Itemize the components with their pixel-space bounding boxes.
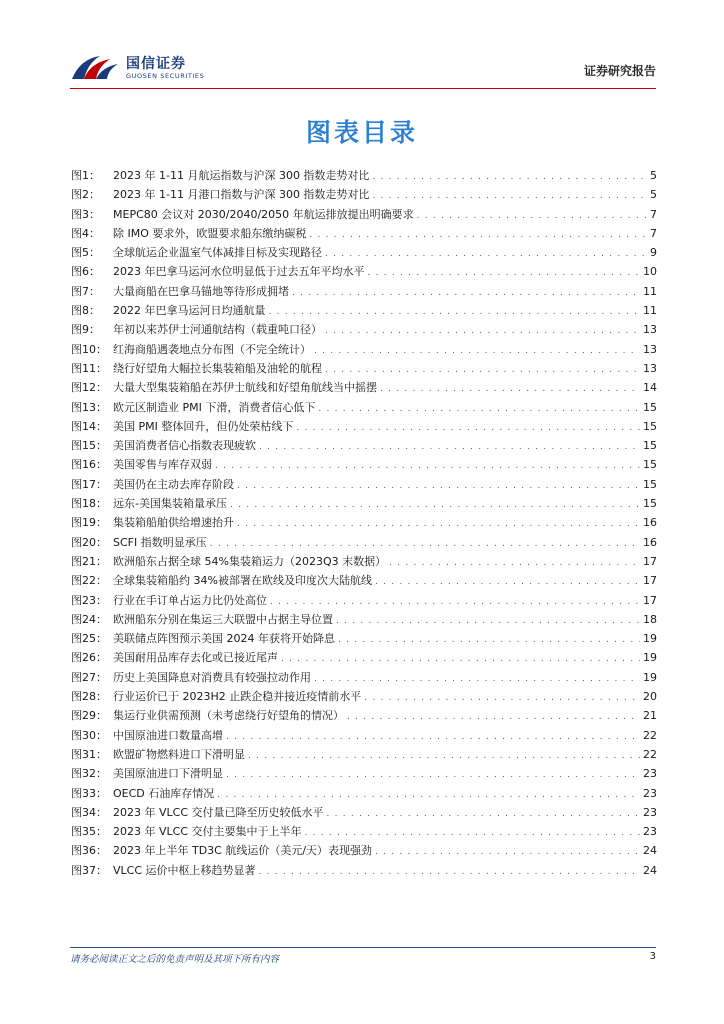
- toc-entry[interactable]: [71, 591, 657, 610]
- toc-entry-title: 2023 年 VLCC 交付主要集中于上半年: [113, 825, 302, 839]
- toc-entry-label: 图5：: [71, 246, 100, 260]
- toc-entry-title: 年初以来苏伊士河通航结构（载重吨口径）: [113, 323, 322, 337]
- toc-dot-leader: [375, 843, 640, 862]
- toc-entry-title: 大量商船在巴拿马锚地等待形成拥堵: [113, 284, 289, 298]
- toc-entry[interactable]: [71, 243, 657, 262]
- toc-entry-label: 图26：: [71, 651, 107, 665]
- toc-entry-label: 图23：: [71, 593, 107, 607]
- toc-entry-title: 集运行业供需预测（未考虑绕行好望角的情况）: [113, 709, 344, 723]
- toc-dot-leader: [327, 805, 641, 824]
- toc-entry[interactable]: [71, 571, 657, 590]
- toc-entry[interactable]: [71, 282, 657, 301]
- toc-entry-page: 19: [643, 670, 657, 684]
- toc-entry-label: 图32：: [71, 767, 107, 781]
- toc-entry-label: 图18：: [71, 497, 107, 511]
- toc-dot-leader: [325, 322, 640, 341]
- toc-entry-title: MEPC80 会议对 2030/2040/2050 年航运排放提出明确要求: [113, 207, 414, 221]
- toc-entry-title: 欧洲船东占据全球 54%集装箱运力（2023Q3 末数据）: [113, 554, 387, 568]
- toc-entry-page: 16: [643, 516, 657, 530]
- toc-entry-title: 中国原油进口数量高增: [113, 728, 223, 742]
- toc-entry-title: VLCC 运价中枢上移趋势显著: [113, 863, 256, 877]
- toc-entry-title: SCFI 指数明显承压: [113, 535, 207, 549]
- toc-entry-page: 15: [643, 439, 657, 453]
- toc-entry-title: 绕行好望角大幅拉长集装箱船及油轮的航程: [113, 361, 322, 375]
- toc-entry-label: 图22：: [71, 574, 107, 588]
- toc-dot-leader: [269, 303, 641, 322]
- toc-entry-title: 行业运价已于 2023H2 止跌企稳并接近疫情前水平: [113, 690, 362, 704]
- toc-entry[interactable]: [71, 262, 657, 281]
- toc-dot-leader: [372, 168, 647, 187]
- toc-dot-leader: [364, 689, 640, 708]
- toc-entry-title: 红海商船遇袭地点分布图（不完全统计）: [113, 342, 311, 356]
- toc-entry-page: 21: [643, 709, 657, 723]
- toc-dot-leader: [336, 612, 640, 631]
- toc-entry[interactable]: [71, 494, 657, 513]
- toc-entry-page: 22: [643, 747, 657, 761]
- toc-entry[interactable]: [71, 764, 657, 783]
- page-number: 3: [649, 951, 656, 962]
- toc-entry-page: 5: [650, 188, 657, 202]
- toc-entry[interactable]: [71, 436, 657, 455]
- toc-entry-title: 美国零售与库存双弱: [113, 458, 212, 472]
- toc-entry[interactable]: [71, 648, 657, 667]
- toc-dot-leader: [259, 438, 640, 457]
- toc-entry[interactable]: [71, 552, 657, 571]
- toc-dot-leader: [368, 264, 641, 283]
- toc-entry-title: 美国 PMI 整体回升，但仍处荣枯线下: [113, 419, 294, 433]
- toc-entry[interactable]: [71, 861, 657, 880]
- toc-entry-title: OECD 石油库存情况: [113, 786, 215, 800]
- toc-entry-label: 图25：: [71, 632, 107, 646]
- toc-entry-label: 图12：: [71, 381, 107, 395]
- toc-entry[interactable]: [71, 706, 657, 725]
- toc-entry-page: 13: [643, 361, 657, 375]
- header-divider: [70, 88, 656, 89]
- toc-entry-page: 13: [643, 323, 657, 337]
- toc-entry[interactable]: [71, 205, 657, 224]
- toc-entry-page: 7: [650, 226, 657, 240]
- logo-chinese-name: 国信证券: [126, 55, 186, 72]
- toc-dot-leader: [281, 650, 640, 669]
- toc-entry[interactable]: [71, 166, 657, 185]
- guosen-logo: [70, 50, 204, 86]
- toc-dot-leader: [292, 284, 640, 303]
- toc-entry-label: 图37：: [71, 863, 107, 877]
- toc-entry-title: 美联储点阵图预示美国 2024 年获将开始降息: [113, 632, 335, 646]
- toc-entry-page: 24: [643, 844, 657, 858]
- toc-dot-leader: [259, 863, 640, 882]
- toc-entry-page: 18: [643, 612, 657, 626]
- toc-entry[interactable]: [71, 301, 657, 320]
- toc-entry-title: 大量大型集装箱船在苏伊士航线和好望角航线当中摇摆: [113, 381, 377, 395]
- toc-entry-label: 图34：: [71, 805, 107, 819]
- toc-entry[interactable]: [71, 320, 657, 339]
- toc-dot-leader: [226, 766, 640, 785]
- toc-dot-leader: [237, 515, 640, 534]
- toc-entry-label: 图27：: [71, 670, 107, 684]
- page-header: [70, 50, 656, 90]
- toc-dot-leader: [375, 573, 640, 592]
- toc-entry-label: 图20：: [71, 535, 107, 549]
- toc-entry-label: 图19：: [71, 516, 107, 530]
- toc-entry[interactable]: [71, 340, 657, 359]
- toc-entry[interactable]: [71, 455, 657, 474]
- toc-dot-leader: [309, 226, 647, 245]
- toc-dot-leader: [347, 708, 640, 727]
- toc-entry-page: 19: [643, 632, 657, 646]
- toc-entry-page: 17: [643, 554, 657, 568]
- toc-entry-title: 远东-美国集装箱量承压: [113, 497, 227, 511]
- toc-entry-label: 图8：: [71, 304, 100, 318]
- toc-entry-page: 10: [643, 265, 657, 279]
- toc-entry-label: 图24：: [71, 612, 107, 626]
- toc-entry-label: 图31：: [71, 747, 107, 761]
- toc-entry-label: 图15：: [71, 439, 107, 453]
- table-of-figures: [71, 166, 657, 880]
- toc-entry-title: 2023 年上半年 TD3C 航线运价（美元/天）表现强劲: [113, 844, 373, 858]
- toc-dot-leader: [215, 457, 640, 476]
- toc-dot-leader: [248, 747, 640, 766]
- toc-entry-page: 14: [643, 381, 657, 395]
- toc-entry[interactable]: [71, 224, 657, 243]
- toc-entry-title: 美国仍在主动去库存阶段: [113, 477, 234, 491]
- toc-entry-label: 图30：: [71, 728, 107, 742]
- toc-entry[interactable]: [71, 803, 657, 822]
- toc-entry-label: 图28：: [71, 690, 107, 704]
- toc-entry-label: 图6：: [71, 265, 100, 279]
- toc-entry-title: 全球集装箱船约 34%被部署在欧线及印度次大陆航线: [113, 574, 372, 588]
- toc-entry-title: 2023 年 VLCC 交付量已降至历史较低水平: [113, 805, 324, 819]
- toc-entry-page: 17: [643, 593, 657, 607]
- toc-entry-label: 图36：: [71, 844, 107, 858]
- toc-dot-leader: [417, 207, 647, 226]
- toc-entry-title: 欧元区制造业 PMI 下滑，消费者信心低下: [113, 400, 316, 414]
- toc-entry-label: 图3：: [71, 207, 100, 221]
- toc-entry-page: 15: [643, 458, 657, 472]
- toc-entry-label: 图33：: [71, 786, 107, 800]
- toc-entry-page: 23: [643, 825, 657, 839]
- toc-entry[interactable]: [71, 841, 657, 860]
- toc-entry-page: 16: [643, 535, 657, 549]
- toc-entry[interactable]: [71, 185, 657, 204]
- toc-entry-title: 行业在手订单占运力比仍处高位: [113, 593, 267, 607]
- toc-entry-page: 11: [643, 284, 657, 298]
- toc-entry-label: 图11：: [71, 361, 107, 375]
- toc-entry-page: 9: [650, 246, 657, 260]
- toc-entry[interactable]: [71, 359, 657, 378]
- toc-entry[interactable]: [71, 378, 657, 397]
- toc-entry-page: 15: [643, 400, 657, 414]
- toc-dot-leader: [338, 631, 640, 650]
- toc-entry-page: 23: [643, 786, 657, 800]
- toc-entry-label: 图1：: [71, 169, 100, 182]
- toc-entry[interactable]: [71, 822, 657, 841]
- toc-dot-leader: [296, 419, 640, 438]
- toc-entry[interactable]: [71, 687, 657, 706]
- toc-entry[interactable]: [71, 533, 657, 552]
- toc-entry-label: 图35：: [71, 825, 107, 839]
- toc-entry-title: 全球航运企业温室气体减排目标及实现路径: [113, 246, 322, 260]
- toc-entry-title: 除 IMO 要求外，欧盟要求船东缴纳碳税: [113, 226, 307, 240]
- toc-entry-page: 15: [643, 419, 657, 433]
- toc-entry[interactable]: [71, 475, 657, 494]
- toc-dot-leader: [230, 496, 640, 515]
- toc-entry[interactable]: [71, 513, 657, 532]
- toc-entry-page: 15: [643, 477, 657, 491]
- toc-dot-leader: [314, 670, 640, 689]
- toc-entry-label: 图21：: [71, 554, 107, 568]
- toc-entry-label: 图13：: [71, 400, 107, 414]
- toc-entry-label: 图16：: [71, 458, 107, 472]
- toc-entry-label: 图17：: [71, 477, 107, 491]
- toc-entry-title: 2022 年巴拿马运河日均通航量: [113, 304, 266, 318]
- toc-entry-page: 13: [643, 342, 657, 356]
- toc-dot-leader: [318, 400, 640, 419]
- toc-dot-leader: [237, 477, 640, 496]
- toc-entry-label: 图14：: [71, 419, 107, 433]
- toc-entry[interactable]: [71, 784, 657, 803]
- toc-entry-title: 美国原油进口下滑明显: [113, 767, 223, 781]
- toc-entry-label: 图2：: [71, 188, 100, 202]
- toc-entry-title: 欧洲船东分别在集运三大联盟中占据主导位置: [113, 612, 333, 626]
- toc-entry-page: 22: [643, 728, 657, 742]
- toc-entry[interactable]: [71, 745, 657, 764]
- report-type-label: 证券研究报告: [583, 64, 656, 78]
- toc-dot-leader: [325, 245, 647, 264]
- toc-entry-label: 图4：: [71, 226, 100, 240]
- footer-disclaimer: 请务必阅读正文之后的免责声明及其项下所有内容: [70, 954, 280, 965]
- toc-entry[interactable]: [71, 668, 657, 687]
- toc-entry-page: 19: [643, 651, 657, 665]
- toc-entry-label: 图7：: [71, 284, 100, 298]
- toc-entry[interactable]: [71, 398, 657, 417]
- toc-dot-leader: [389, 554, 640, 573]
- toc-entry[interactable]: [71, 610, 657, 629]
- toc-entry-page: 7: [650, 207, 657, 221]
- toc-entry-label: 图9：: [71, 323, 100, 337]
- toc-entry-title: 2023 年巴拿马运河水位明显低于过去五年平均水平: [113, 265, 365, 279]
- logo-english-name: GUOSEN SECURITIES: [126, 71, 205, 80]
- page-title: 图表目录: [305, 118, 418, 147]
- toc-entry-page: 20: [643, 690, 657, 704]
- toc-entry-page: 15: [643, 497, 657, 511]
- toc-entry-title: 美国消费者信心指数表现疲软: [113, 439, 256, 453]
- toc-entry-page: 5: [650, 169, 657, 182]
- toc-dot-leader: [380, 380, 640, 399]
- toc-entry-page: 17: [643, 574, 657, 588]
- toc-entry[interactable]: [71, 417, 657, 436]
- footer-divider: [70, 947, 656, 948]
- guosen-logo-icon: [70, 53, 120, 83]
- toc-entry-title: 美国耐用品库存去化或已接近尾声: [113, 651, 278, 665]
- toc-entry-title: 2023 年 1-11 月航运指数与沪深 300 指数走势对比: [113, 169, 370, 182]
- toc-entry-title: 2023 年 1-11 月港口指数与沪深 300 指数走势对比: [113, 188, 370, 202]
- toc-entry[interactable]: [71, 629, 657, 648]
- toc-entry-page: 23: [643, 767, 657, 781]
- toc-entry-label: 图10：: [71, 342, 107, 356]
- toc-entry-page: 24: [643, 863, 657, 877]
- toc-entry[interactable]: [71, 726, 657, 745]
- toc-entry-page: 11: [643, 304, 657, 318]
- toc-entry-page: 23: [643, 805, 657, 819]
- toc-entry-title: 集装箱船舶供给增速抬升: [113, 516, 234, 530]
- toc-entry-label: 图29：: [71, 709, 107, 723]
- toc-dot-leader: [226, 728, 640, 747]
- toc-dot-leader: [314, 342, 640, 361]
- toc-entry-title: 历史上美国降息对消费具有较强拉动作用: [113, 670, 311, 684]
- toc-entry-title: 欧盟矿物燃料进口下滑明显: [113, 747, 245, 761]
